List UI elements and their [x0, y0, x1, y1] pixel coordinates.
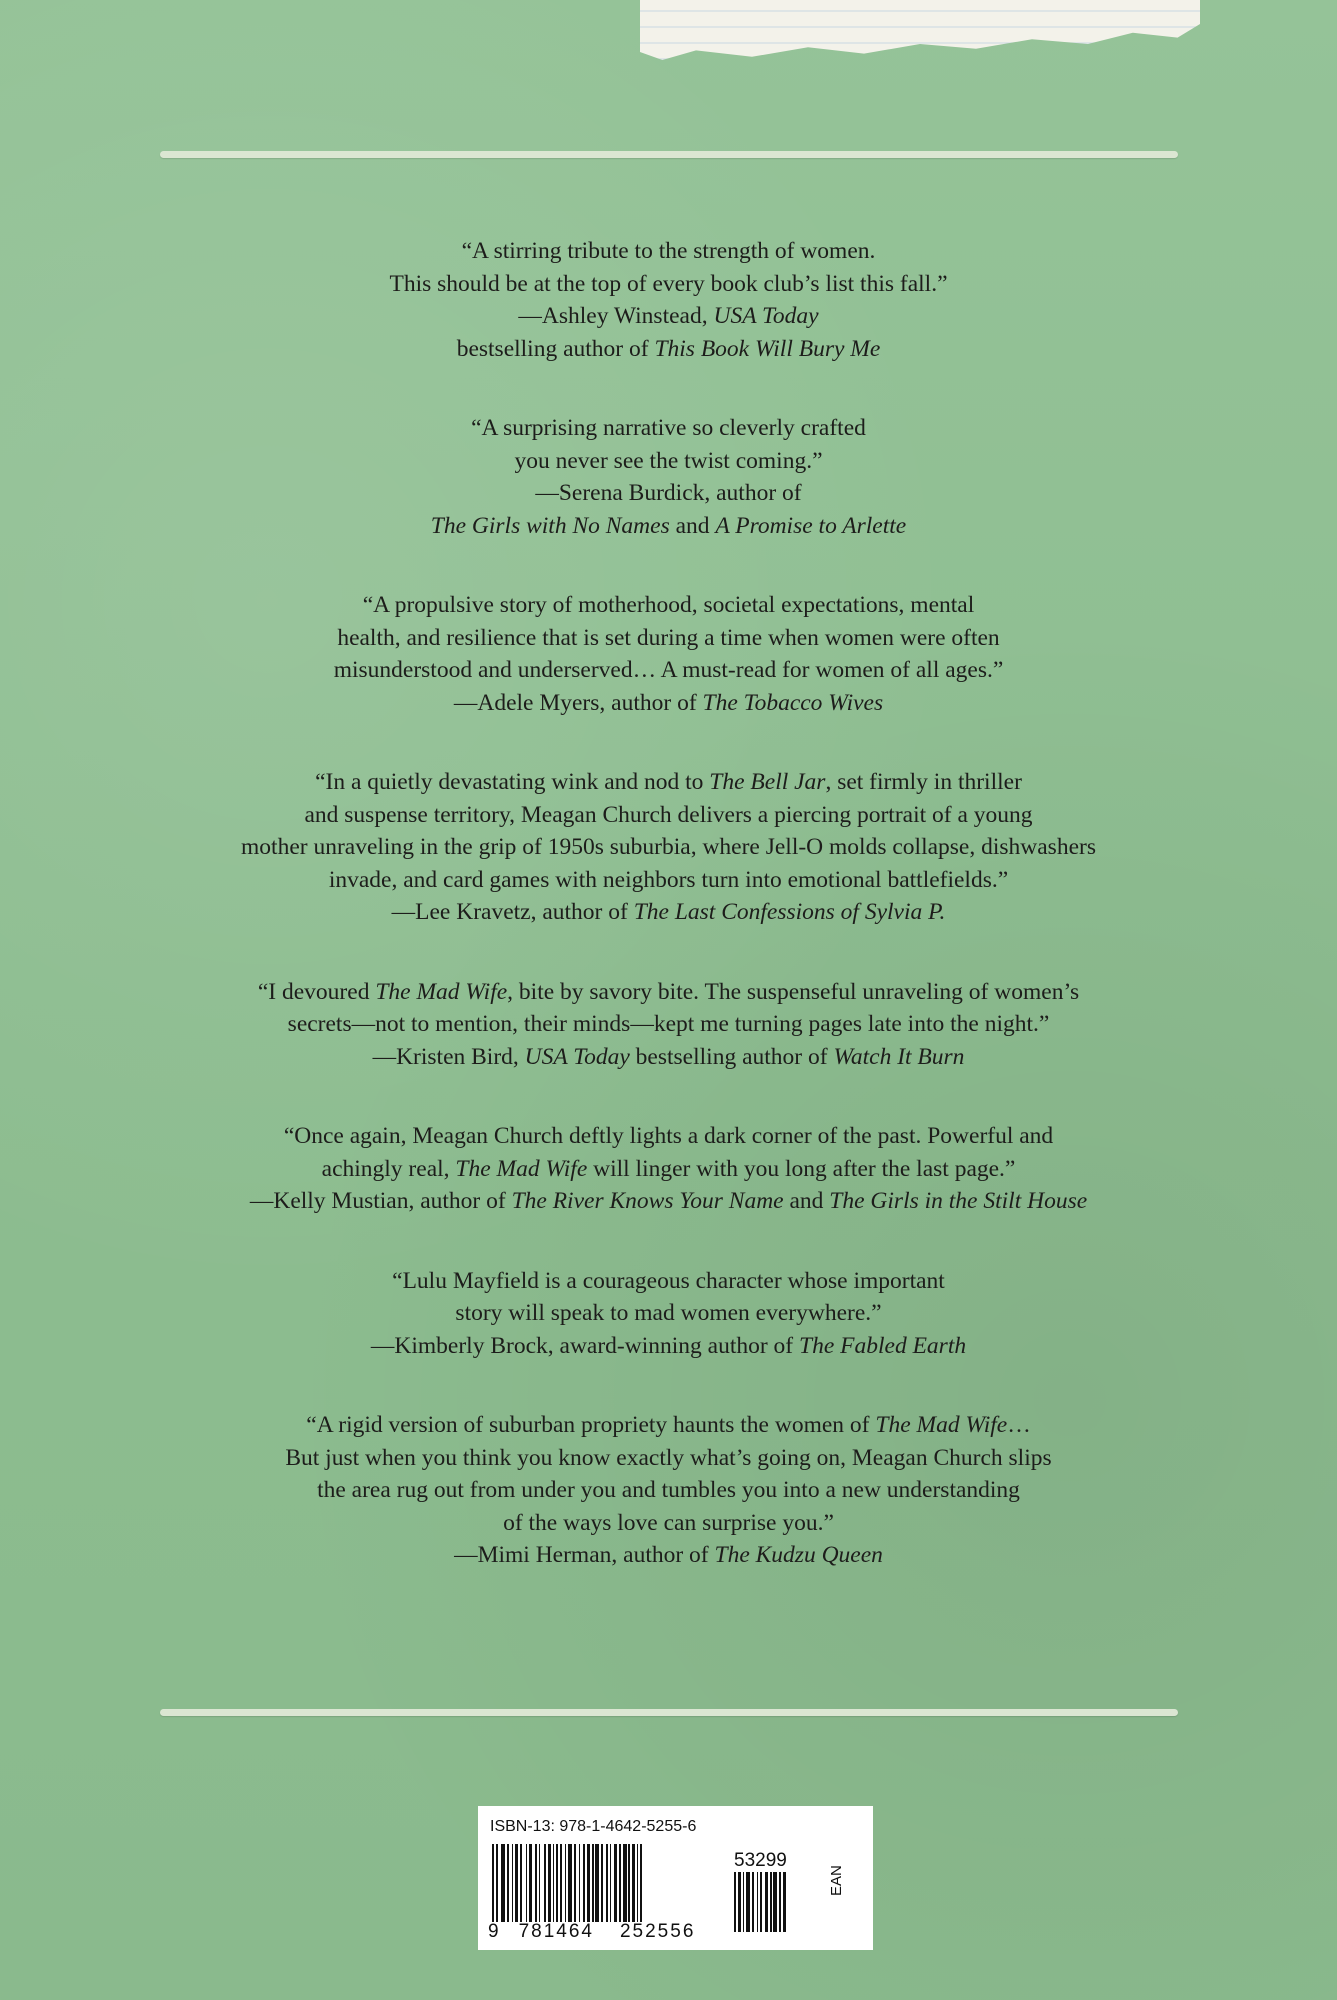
barcode-bar [765, 1872, 768, 1932]
text-segment: —Kelly Mustian, author of [249, 1188, 512, 1214]
italic-title-text: USA Today [713, 303, 819, 329]
text-segment: —Mimi Herman, author of [454, 1542, 715, 1568]
blurb [140, 766, 1197, 929]
italic-title-text: The Girls with No Names [430, 512, 670, 539]
text-segment: of the ways love can surprise you.” [503, 1509, 834, 1536]
text-segment: —Serena Burdick, author of [535, 480, 802, 506]
blurb-quote-line [140, 445, 1197, 478]
blurb-attribution-line [140, 1185, 1197, 1218]
barcode-box [478, 1806, 873, 1950]
blurb-attribution-line [140, 1041, 1197, 1074]
text-segment: and suspense territory, Meagan Church delivers a piercing portrait of a young [304, 801, 1033, 828]
italic-title-text: USA Today [524, 1043, 630, 1070]
barcode-bar [783, 1872, 786, 1932]
text-segment: “A surprising narrative so cleverly crafted [471, 415, 866, 441]
barcode-bar [560, 1844, 562, 1922]
text-segment: —Adele Myers, author of [453, 689, 703, 716]
text-segment: —Kimberly Brock, award-winning author of [370, 1332, 800, 1359]
blurb-quote-line [140, 1409, 1197, 1442]
text-segment: achingly real, [321, 1155, 456, 1182]
barcode-bar [574, 1844, 576, 1922]
barcode-bar [579, 1844, 580, 1922]
blurb [140, 976, 1197, 1074]
blurb [140, 1409, 1197, 1572]
text-segment: secrets—not to mention, their minds—kept me turning pages late into the night.” [287, 1011, 1050, 1037]
barcode-bar [568, 1844, 572, 1922]
blurb-quote-line [140, 235, 1197, 268]
barcode-main-bars [492, 1844, 730, 1922]
blurb-attribution-line [140, 510, 1197, 543]
barcode-lead-digit: 9 [488, 1921, 501, 1942]
text-segment: This should be at the top of every book club’s list this fall.” [389, 270, 948, 297]
barcode-bar [610, 1844, 611, 1922]
barcode-bar [501, 1844, 505, 1922]
barcode-bar [496, 1844, 498, 1922]
text-segment: —Ashley Winstead, [518, 303, 714, 329]
text-segment: invade, and card games with neighbors turn into emotional battlefields.” [328, 866, 1009, 893]
ean-label: EAN [828, 1865, 845, 1896]
barcode-bar [632, 1844, 635, 1922]
blurb-quote-line [140, 976, 1197, 1009]
barcode-bar [773, 1872, 777, 1932]
blurb [140, 1265, 1197, 1363]
top-divider-rule [160, 151, 1178, 158]
barcode-bar [623, 1844, 627, 1922]
isbn-label: ISBN-13: 978-1-4642-5255-6 [490, 1818, 697, 1835]
blurb-attribution-line [140, 477, 1197, 510]
barcode-bar [606, 1844, 608, 1922]
text-segment: misunderstood and underserved… A must-read for women of all ages.” [333, 657, 1004, 683]
text-segment: bestselling author of [456, 335, 655, 362]
blurbs-section [140, 235, 1197, 1619]
italic-title-text: Watch It Burn [833, 1043, 965, 1070]
text-segment: “A stirring tribute to the strength of women. [461, 238, 876, 264]
text-segment: and [783, 1188, 830, 1214]
barcode-bar [752, 1872, 754, 1932]
barcode-bar [595, 1844, 599, 1922]
barcode-bar [592, 1844, 594, 1922]
barcode-bar [539, 1844, 540, 1922]
blurb-quote-line [140, 799, 1197, 832]
barcode-bar [556, 1844, 558, 1922]
barcode-digits [488, 1921, 695, 1943]
barcode-bar [526, 1844, 527, 1922]
italic-title-text: The Bell Jar [709, 769, 826, 795]
blurb-quote-line [140, 1120, 1197, 1153]
barcode-bar [760, 1872, 762, 1932]
text-segment: “In a quietly devastating wink and nod to [315, 769, 710, 795]
barcode-bar [637, 1844, 638, 1922]
text-segment: bestselling author of [629, 1043, 834, 1070]
italic-title-text: A Promise to Arlette [715, 512, 907, 539]
barcode-bar [565, 1844, 566, 1922]
blurb-quote-line [140, 412, 1197, 445]
barcode-bar [779, 1872, 781, 1932]
barcode-bar [548, 1844, 551, 1922]
barcode-bar [614, 1844, 617, 1922]
blurb [140, 235, 1197, 365]
barcode-bar [640, 1844, 642, 1922]
italic-title-text: The Mad Wife [375, 978, 508, 1005]
barcode-bar [529, 1844, 532, 1922]
barcode-bar [619, 1844, 621, 1922]
italic-title-text: The Fabled Earth [799, 1332, 967, 1359]
barcode-bar [515, 1844, 518, 1922]
italic-title-text: The Tobacco Wives [702, 689, 884, 716]
blurb-quote-line [140, 766, 1197, 799]
blurb-quote-line [140, 1442, 1197, 1475]
blurb-attribution-line [140, 1330, 1197, 1363]
barcode-bar [583, 1844, 585, 1922]
blurb-quote-line [140, 589, 1197, 622]
blurb [140, 589, 1197, 719]
barcode-bar [587, 1844, 590, 1922]
bottom-divider-rule [160, 1709, 1178, 1716]
text-segment: “Once again, Meagan Church deftly lights a dark corner of the past. Powerful and [283, 1123, 1054, 1149]
blurb-quote-line [140, 622, 1197, 655]
barcode-right-digits: 252556 [619, 1921, 696, 1942]
blurb-quote-line [140, 864, 1197, 897]
barcode-bar [628, 1844, 630, 1922]
text-segment: “A propulsive story of motherhood, societal expectations, mental [362, 592, 975, 618]
text-segment: health, and resilience that is set during a time when women were often [337, 624, 1000, 651]
barcode-bar [734, 1872, 736, 1932]
blurb-attribution-line [140, 1539, 1197, 1572]
text-segment: But just when you think you know exactly what’s going on, Meagan Church slips [285, 1444, 1052, 1471]
italic-title-text: The River Knows Your Name [511, 1188, 784, 1214]
barcode-bar [553, 1844, 554, 1922]
text-segment: will linger with you long after the last page.” [587, 1155, 1016, 1182]
barcode-bar [535, 1844, 537, 1922]
barcode-bar [544, 1844, 546, 1922]
text-segment: mother unraveling in the grip of 1950s suburbia, where Jell-O molds collapse, dishwashers [241, 834, 1096, 860]
blurb [140, 1120, 1197, 1218]
text-segment: —Lee Kravetz, author of [391, 899, 634, 925]
barcode-left-digits: 781464 [518, 1921, 594, 1942]
italic-title-text: The Girls in the Stilt House [829, 1188, 1088, 1214]
text-segment: , bite by savory bite. The suspenseful unraveling of women’s [507, 978, 1080, 1005]
italic-title-text: This Book Will Bury Me [654, 335, 881, 362]
barcode-bar [757, 1872, 758, 1932]
blurb-quote-line [140, 1474, 1197, 1507]
italic-title-text: The Last Confessions of Sylvia P. [633, 899, 946, 925]
text-segment: story will speak to mad women everywhere.” [455, 1300, 882, 1326]
blurb-attribution-line [140, 687, 1197, 720]
blurb-quote-line [140, 1153, 1197, 1186]
text-segment: “A rigid version of suburban propriety haunts the women of [306, 1412, 876, 1438]
torn-paper-scrap [640, 0, 1200, 60]
blurb-attribution-line [140, 333, 1197, 366]
blurb-quote-line [140, 1297, 1197, 1330]
text-segment: —Kristen Bird, [372, 1043, 525, 1070]
text-segment: “Lulu Mayfield is a courageous character whose important [392, 1267, 945, 1294]
barcode-bar [743, 1872, 744, 1932]
barcode-bar [746, 1872, 750, 1932]
italic-title-text: The Kudzu Queen [714, 1542, 883, 1568]
blurb-quote-line [140, 1507, 1197, 1540]
text-segment: you never see the twist coming.” [514, 447, 823, 474]
barcode-bar [738, 1872, 741, 1932]
barcode-bar [492, 1844, 494, 1922]
blurb-quote-line [140, 1265, 1197, 1298]
text-segment: the area rug out from under you and tumbles you into a new understanding [317, 1477, 1020, 1503]
barcode-addon-bars [734, 1872, 824, 1932]
blurb [140, 412, 1197, 542]
barcode-bar [507, 1844, 509, 1922]
barcode-bar [601, 1844, 603, 1922]
barcode-bar [770, 1872, 772, 1932]
blurb-quote-line [140, 654, 1197, 687]
blurb-quote-line [140, 1008, 1197, 1041]
italic-title-text: The Mad Wife [875, 1412, 1008, 1438]
blurb-attribution-line [140, 300, 1197, 333]
text-segment: … [1007, 1412, 1031, 1438]
text-segment: and [669, 512, 716, 539]
barcode-bar [520, 1844, 522, 1922]
barcode-bar [512, 1844, 513, 1922]
blurb-quote-line [140, 268, 1197, 301]
text-segment: , set firmly in thriller [825, 769, 1022, 795]
text-segment: “I devoured [257, 978, 376, 1005]
price-code: 53299 [734, 1850, 787, 1871]
italic-title-text: The Mad Wife [455, 1155, 588, 1182]
blurb-quote-line [140, 831, 1197, 864]
blurb-attribution-line [140, 896, 1197, 929]
